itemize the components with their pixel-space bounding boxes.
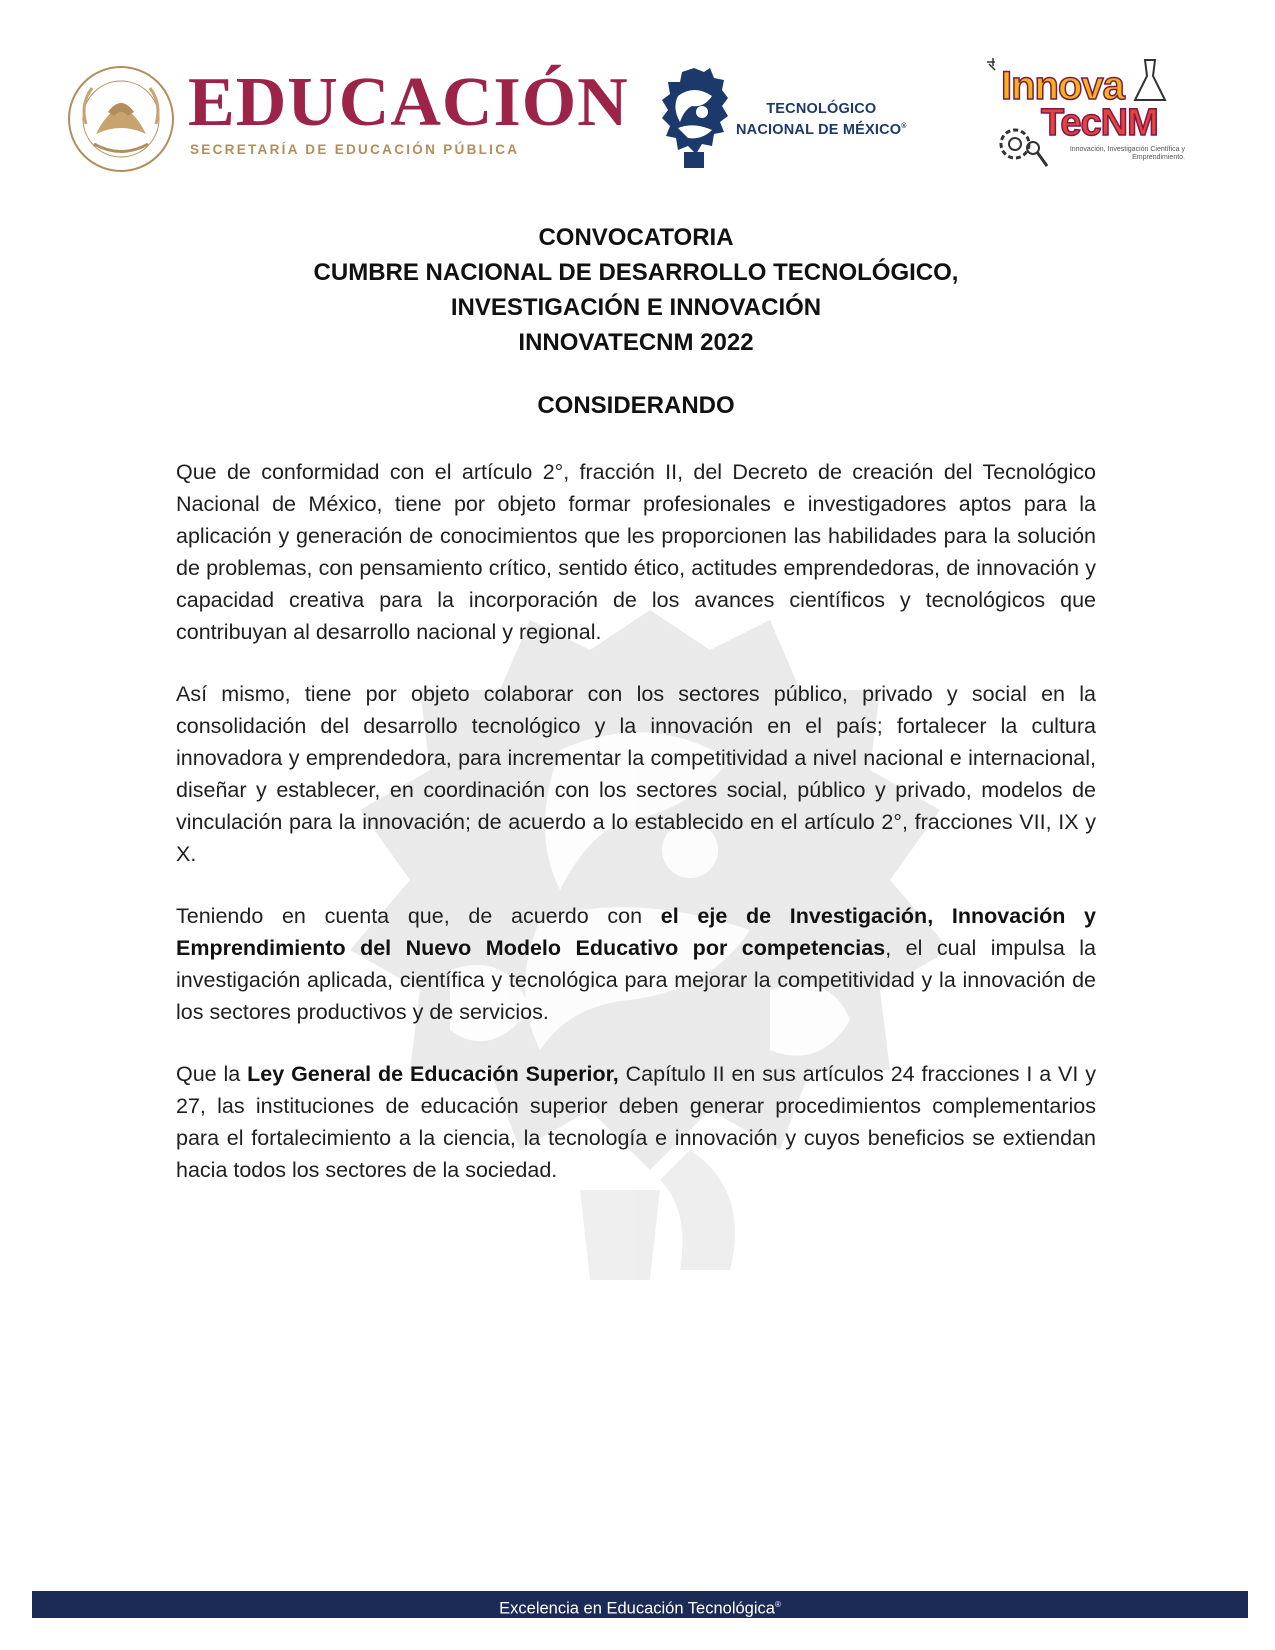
paragraph-text: Capítulo II en sus artículos 24 fracciones I a VI y 27, las instituciones de educación superior deben generar procedimientos complementarios para el fortalecimiento a la ciencia, la tecnología e innovación y cuyos beneficios se extiendan hacia todos los sectores de la sociedad. (176, 1062, 1096, 1182)
paragraph-text: , el cual impulsa la investigación aplicada, científica y tecnológica para mejorar la competitividad y la innovación de los sectores productivos y de servicios. (176, 936, 1096, 1024)
sep-logo (66, 64, 629, 174)
footer-text: Excelencia en Educación Tecnológica (499, 1599, 775, 1618)
page-footer (32, 1591, 1248, 1618)
tecnm-line2: NACIONAL DE MÉXICO (736, 121, 902, 138)
innova-tagline: Innovación, Investigación Científica y Emprendimiento. (1069, 146, 1185, 161)
tecnm-line1: TECNOLÓGICO (766, 101, 877, 117)
innova-word1: Innova (1001, 64, 1124, 108)
paragraph-text: Así mismo, tiene por objeto colaborar con los sectores público, privado y social en la consolidación del desarrollo tecnológico y la innovación en el país; fortalecer la cultura innovadora y emprendedora, para incrementar la competitividad a nivel nacional e internacional, diseñar y establecer, en coordinación con los sectores social, público y privado, modelos de vinculación para la innovación; de acuerdo a lo establecido en el artículo 2°, fracciones VII, IX y X. (176, 682, 1096, 866)
paragraph-1 (176, 456, 1096, 648)
section-heading: CONSIDERANDO (537, 392, 735, 419)
document-title (176, 220, 1096, 360)
document-body (176, 220, 1096, 1186)
footer-registered-mark: ® (774, 1600, 781, 1609)
paragraph-4 (176, 1058, 1096, 1186)
title-line: CONVOCATORIA (538, 224, 734, 251)
paragraph-text: Que la (176, 1062, 248, 1086)
sep-subtitle: SECRETARÍA DE EDUCACIÓN PÚBLICA (190, 142, 520, 157)
title-line: INNOVATECNM 2022 (518, 329, 754, 356)
tecnm-gear-icon (658, 66, 730, 170)
page-header (0, 0, 1275, 200)
paragraph-2 (176, 678, 1096, 870)
title-line: CUMBRE NACIONAL DE DESARROLLO TECNOLÓGICO, (313, 259, 959, 286)
innovatecnm-logo (985, 56, 1195, 176)
title-line: INVESTIGACIÓN E INNOVACIÓN (450, 294, 822, 321)
innova-word2: TecNM (1041, 102, 1158, 144)
tecnm-wordmark: TECNOLÓGICO NACIONAL DE MÉXICO® (736, 101, 907, 138)
sep-title: EDUCACIÓN (188, 64, 629, 141)
paragraph-bold-text: el eje de Investigación, Innovación y Emprendimiento del Nuevo Modelo Educativo por competencias (176, 904, 1097, 960)
paragraph-bold-text: Ley General de Educación Superior, (247, 1062, 619, 1086)
paragraph-3 (176, 900, 1096, 1028)
mexico-seal-icon (66, 64, 176, 174)
tecnm-logo (658, 66, 907, 170)
paragraph-text: Que de conformidad con el artículo 2°, fracción II, del Decreto de creación del Tecnológico Nacional de México, tiene por objeto formar profesionales e investigadores aptos para la aplicación y generación de conocimientos que les proporcionen las habilidades para la solución de problemas, con pensamiento crítico, sentido ético, actitudes emprendedoras, de innovación y capacidad creativa para la incorporación de los avances científicos y tecnológicos que contribuyan al desarrollo nacional y regional. (176, 460, 1096, 644)
paragraph-text: Teniendo en cuenta que, de acuerdo con (176, 904, 661, 928)
